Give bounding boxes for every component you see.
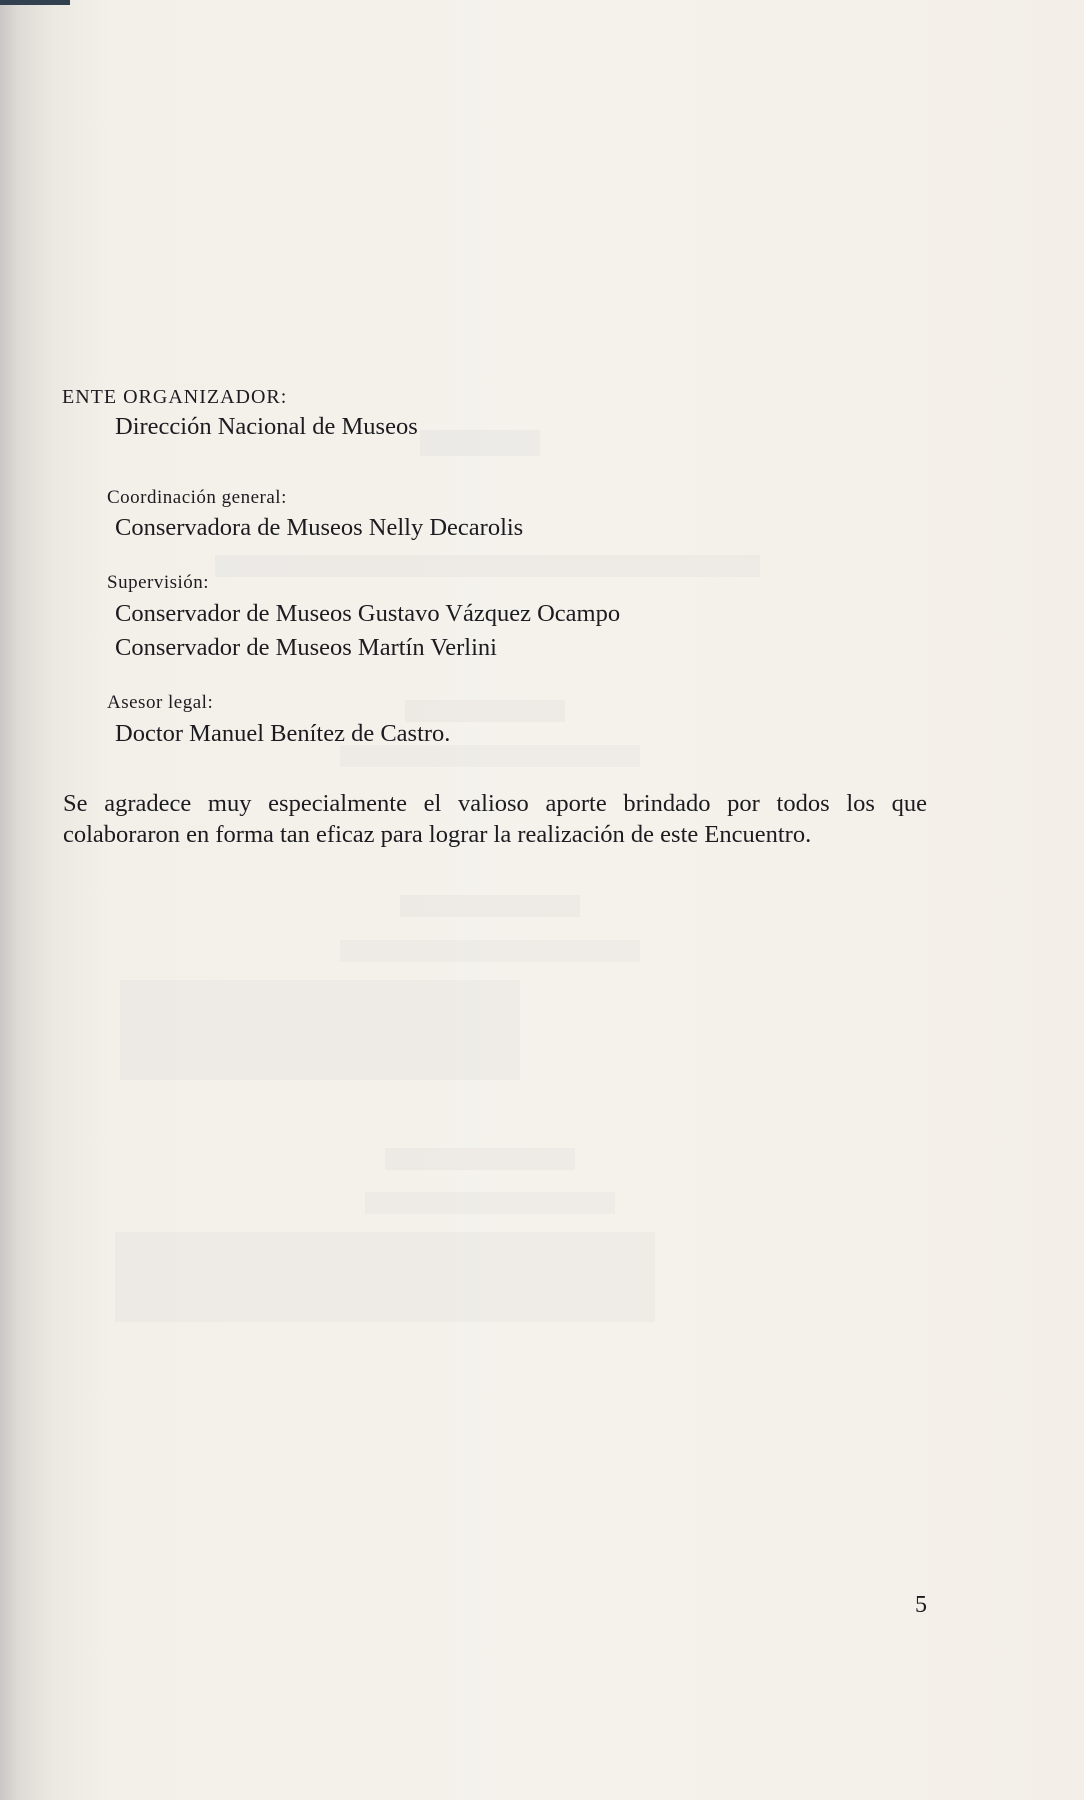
legal-advisor-person: Doctor Manuel Benítez de Castro. xyxy=(115,720,451,747)
supervision-person: Conservador de Museos Martín Verlini xyxy=(115,634,497,661)
show-through-bleed xyxy=(115,1232,655,1322)
supervision-label: Supervisión: xyxy=(107,572,210,593)
legal-advisor-label: Asesor legal: xyxy=(107,692,214,713)
top-edge-strip xyxy=(0,0,70,5)
organizer-section xyxy=(62,386,287,409)
show-through-bleed xyxy=(400,895,580,917)
acknowledgment-paragraph: Se agradece muy especialmente el valioso aporte brindado por todos los que colaboraron en forma tan eficaz para lograr la realización de este Encuentro. xyxy=(63,790,927,848)
supervision-person: Conservador de Museos Gustavo Vázquez Ocampo xyxy=(115,600,621,627)
show-through-bleed xyxy=(120,980,520,1080)
show-through-bleed xyxy=(420,430,540,456)
show-through-bleed xyxy=(365,1192,615,1214)
page-number: 5 xyxy=(915,1592,927,1618)
organizer-name: Dirección Nacional de Museos xyxy=(115,413,418,440)
show-through-bleed xyxy=(215,555,760,577)
organizer-heading: ENTE ORGANIZADOR: xyxy=(62,386,288,408)
coordination-label: Coordinación general: xyxy=(107,487,287,508)
show-through-bleed xyxy=(385,1148,575,1170)
show-through-bleed xyxy=(340,940,640,962)
coordination-person: Conservadora de Museos Nelly Decarolis xyxy=(115,514,524,541)
